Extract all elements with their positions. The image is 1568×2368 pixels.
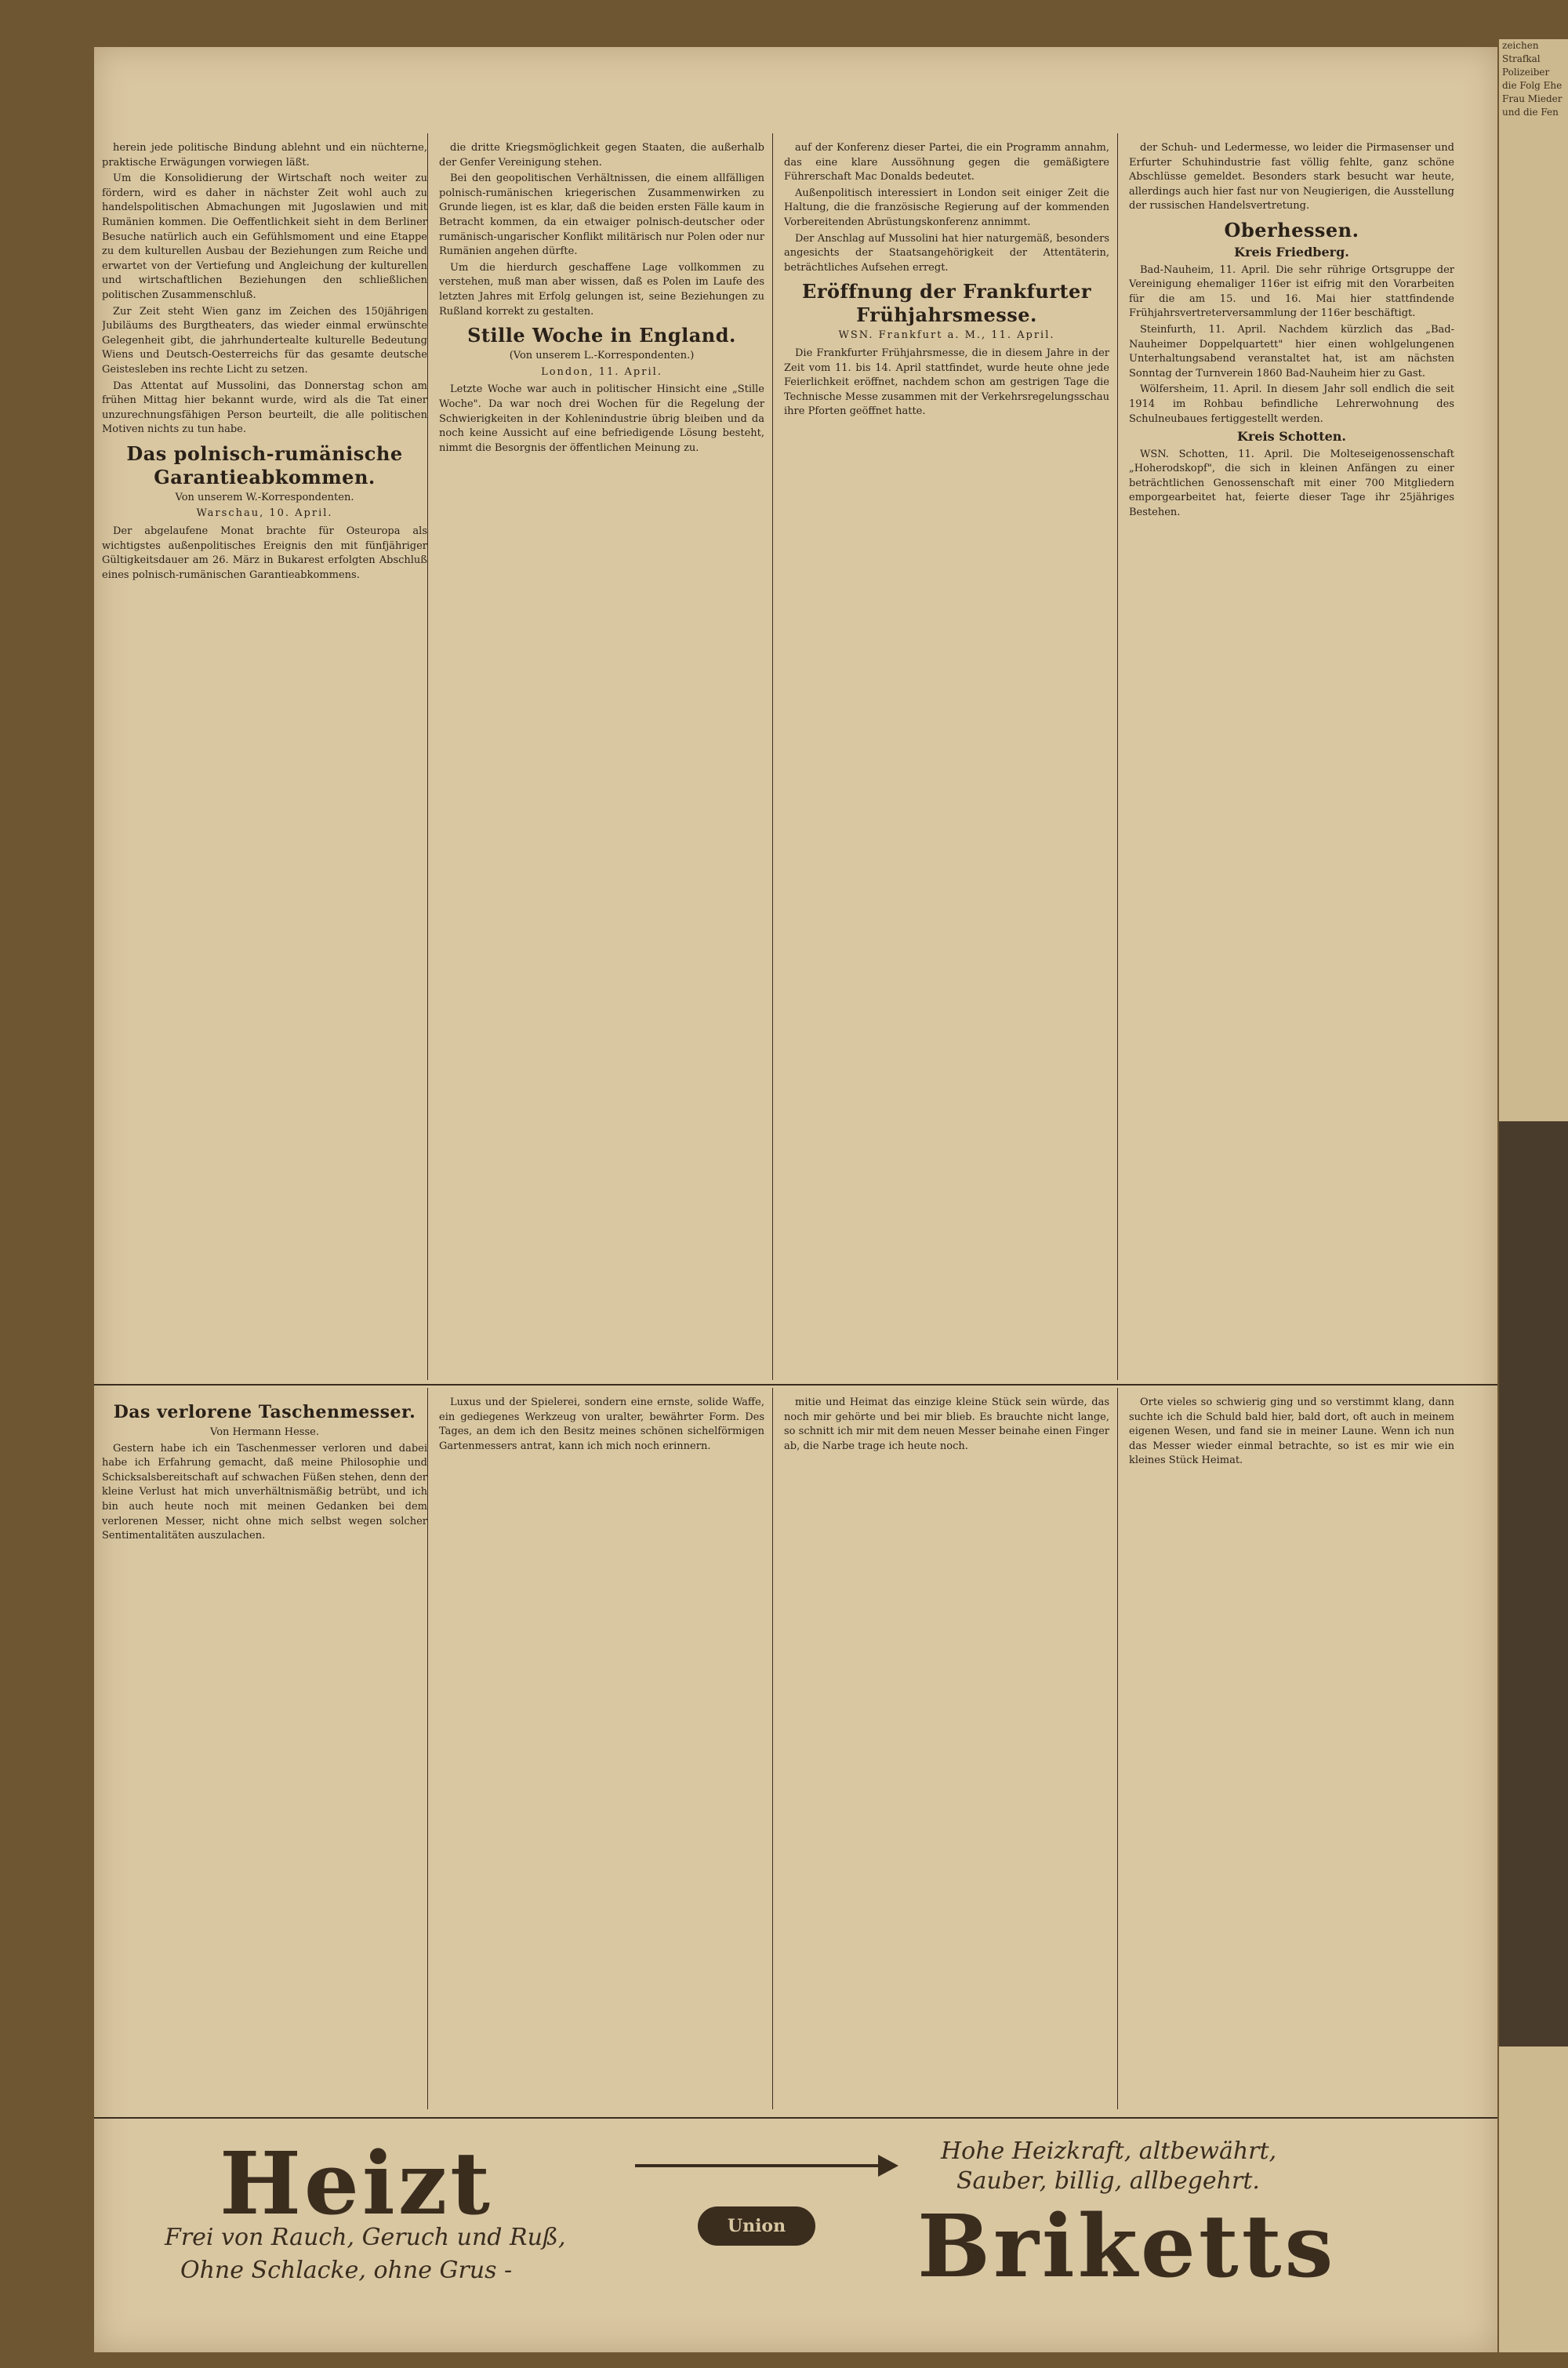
article-headline: Stille Woche in England. bbox=[467, 324, 736, 347]
article-paragraph: Der Anschlag auf Mussolini hat hier naturgemäß, besonders angesichts der Staatsangehörigkeit der Attentäterin, beträchtliches Aufsehen erregt. bbox=[784, 232, 1109, 274]
article-paragraph: Um die hierdurch geschaffene Lage vollkommen zu verstehen, muß man aber wissen, daß es Polen im Laufe des letzten Jahres mit Erfolg gelungen ist, seine Beziehungen zu Rußland korrekt zu gestalten. bbox=[439, 261, 764, 318]
feuilleton-paragraph: Orte vieles so schwierig ging und so verstimmt klang, dann suchte ich die Schuld bald hier, bald dort, oft auch in meinem eigenen Wesen, und fand sie in meiner Laune. Wenn ich nun das Messer wieder einmal betrachte, so ist es mir wie ein kleines Stück Heimat. bbox=[1129, 1396, 1454, 1467]
district-heading: Kreis Friedberg. bbox=[1234, 244, 1349, 260]
ad-word-briketts: Briketts bbox=[917, 2195, 1337, 2297]
column-rule bbox=[1117, 1388, 1118, 2109]
column-1 bbox=[102, 141, 427, 1380]
arrow-icon bbox=[635, 2164, 886, 2167]
article-paragraph: Wölfersheim, 11. April. In diesem Jahr soll endlich die seit 1914 im Rohbau befindliche Lehrerwohnung des Schulneubaues fertiggestellt werden. bbox=[1129, 383, 1454, 425]
article-paragraph: Bei den geopolitischen Verhältnissen, die einem allfälligen polnisch-rumänischen kriegerischen Zusammenwirken zu Grunde liegen, ist es klar, daß die beiden ersten Fälle kaum in Betracht kommen, da ein etwaiger polnisch-deutscher oder rumänisch-ungarischer Konflikt militärisch nur Polen oder nur Rumänien angehen dürfte. bbox=[439, 173, 764, 258]
article-paragraph: Das Attentat auf Mussolini, das Donnerstag schon am frühen Mittag hier bekannt wurde, wird als die Tat einer unzurechnungsfähigen Person beurteilt, die alle politischen Motiven nichts zu tun habe. bbox=[102, 380, 427, 436]
arrowhead-icon bbox=[878, 2155, 898, 2177]
column-rule bbox=[772, 1388, 773, 2109]
article-byline: Von unserem W.-Korrespondenten. bbox=[175, 491, 354, 503]
feuilleton-headline: Das verlorene Taschenmesser. bbox=[113, 1402, 416, 1422]
article-paragraph: Steinfurth, 11. April. Nachdem kürzlich das „Bad-Nauheimer Doppelquartett" hier einen wohlgelungenen Unterhaltungsabend veranstaltet hat, ist am nächsten Sonntag der Turnverein 1860 Bad-Nauheim hier zu Gast. bbox=[1129, 323, 1454, 380]
ad-slogan: Hohe Heizkraft, altbewährt, bbox=[941, 2137, 1277, 2165]
article-paragraph: Um die Konsolidierung der Wirtschaft noch weiter zu fördern, wird es daher in nächster Zeit wohl auch zu handelspolitischen Abmachungen mit Jugoslawien und mit Rumänien kommen. Die Oeffentlichkeit sieht in dem Berliner Besuche natürlich auch ein Gefühlsmoment und eine Etappe zu dem kulturellen Ausbau der Beziehungen zum Reiche und erwartet von der Vertiefung und Angleichung der kulturellen und wirtschaftlichen Beziehungen den schließlichen politischen Zusammenschluß. bbox=[102, 173, 427, 301]
feuilleton-paragraph: Gestern habe ich ein Taschenmesser verloren und dabei habe ich Erfahrung gemacht, daß meine Philosophie und Schicksalsbereitschaft auf schwachen Füßen stehen, denn der kleine Verlust hat mich unverhältnismäßig betrübt, und ich bin auch heute noch mit meinen Gedanken bei dem verlorenen Messer, nicht ohne mich selbst wegen solcher Sentimentalitäten auszulachen. bbox=[102, 1442, 427, 1542]
ad-claim: Ohne Schlacke, ohne Grus - bbox=[180, 2257, 513, 2284]
section-rule bbox=[94, 1384, 1497, 1386]
article-paragraph: Letzte Woche war auch in politischer Hinsicht eine „Stille Woche". Da war noch drei Wochen für die Regelung der Schwierigkeiten in der Kohlenindustrie übrig bleiben und da noch keine Aussicht auf eine befriedigende Lösung besteht, nimmt die Besorgnis der öffentlichen Meinung zu. bbox=[439, 383, 764, 454]
article-dateline: Warschau, 10. April. bbox=[196, 507, 333, 520]
column-rule bbox=[427, 1388, 428, 2109]
article-dateline: WSN. Frankfurt a. M., 11. April. bbox=[838, 329, 1055, 342]
article-paragraph: auf der Konferenz dieser Partei, die ein Programm annahm, das eine klare Aussöhnung gegen die gemäßigtere Führerschaft Mac Donalds bedeutet. bbox=[784, 142, 1109, 183]
feuilleton-paragraph: Luxus und der Spielerei, sondern eine ernste, solide Waffe, ein gediegenes Werkzeug von uralter, bewährter Form. Des Tages, an dem ich den Besitz meines schönen sichelförmigen Gartenmessers antrat, kann ich mich noch erinnern. bbox=[439, 1396, 764, 1452]
article-paragraph: WSN. Schotten, 11. April. Die Molteseigenossenschaft „Hoherodskopf", die sich in kleinen Anfängen zu einer beträchtlichen Genossenschaft mit einer 700 Mitgliedern emporgearbeitet hat, feierte dieser Tage ihr 25jähriges Bestehen. bbox=[1129, 448, 1454, 519]
ad-slogan: Sauber, billig, allbegehrt. bbox=[956, 2167, 1260, 2195]
article-paragraph: Der abgelaufene Monat brachte für Osteuropa als wichtigstes außenpolitisches Ereignis den mit fünfjähriger Gültigkeitsdauer am 26. März in Bukarest erfolgten Abschluß eines polnisch-rumänischen Garantieabkommens. bbox=[102, 525, 427, 581]
feuilleton-column-3 bbox=[784, 1396, 1109, 2101]
article-dateline: London, 11. April. bbox=[541, 365, 662, 378]
feuilleton-column-1 bbox=[102, 1396, 427, 2101]
article-byline: (Von unserem L.-Korrespondenten.) bbox=[509, 350, 695, 362]
article-paragraph: Zur Zeit steht Wien ganz im Zeichen des 150jährigen Jubiläums des Burgtheaters, das wieder einmal erwünschte Gelegenheit gibt, die jahrhundertealte kulturelle Bedeutung Wiens und Deutsch-Oesterreichs für das gesamte deutsche Geistesleben ins rechte Licht zu setzen. bbox=[102, 305, 427, 376]
feuilleton-author: Von Hermann Hesse. bbox=[210, 1426, 319, 1438]
article-paragraph: herein jede politische Bindung ablehnt und ein nüchterne, praktische Erwägungen vorwiegen läßt. bbox=[102, 142, 427, 169]
district-heading: Kreis Schotten. bbox=[1237, 429, 1346, 445]
article-paragraph: die dritte Kriegsmöglichkeit gegen Staaten, die außerhalb der Genfer Vereinigung stehen. bbox=[439, 142, 764, 169]
ad-claim: Frei von Rauch, Geruch und Ruß, bbox=[165, 2224, 566, 2251]
article-paragraph: Bad-Nauheim, 11. April. Die sehr rührige Ortsgruppe der Vereinigung ehemaliger 116er ist eifrig mit den Vorarbeiten für die am 15. und 16. Mai hier stattfindende Frühjahrsvertreterversammlung der 116er beschäftigt. bbox=[1129, 263, 1454, 320]
section-headline: Oberhessen. bbox=[1224, 218, 1359, 242]
adjacent-page-text: zeichen Strafkal Polizeiber die Folg Ehe Frau Mieder und die Fen bbox=[1502, 40, 1563, 118]
column-rule bbox=[427, 133, 428, 1380]
feuilleton-column-2 bbox=[439, 1396, 764, 2101]
column-4 bbox=[1129, 141, 1454, 1380]
article-paragraph: Außenpolitisch interessiert in London seit einiger Zeit die Haltung, die die französische Regierung auf der kommenden Vorbereitenden Abrüstungskonferenz annimmt. bbox=[784, 187, 1109, 228]
adjacent-page-strip bbox=[1499, 39, 1568, 2352]
ad-word-heizt: Heizt bbox=[220, 2133, 493, 2234]
article-headline: Eröffnung der Frankfurter Frühjahrsmesse. bbox=[802, 280, 1091, 327]
column-rule bbox=[772, 133, 773, 1380]
ad-rule bbox=[94, 2117, 1497, 2119]
newspaper-page bbox=[94, 47, 1497, 2352]
column-2 bbox=[439, 141, 764, 1380]
feuilleton-paragraph: mitie und Heimat das einzige kleine Stück sein würde, das noch mir gehörte und bei mir blieb. Es brauchte nicht lange, so schnitt ich mir mit dem neuen Messer beinahe einen Finger ab, die Narbe trage ich heute noch. bbox=[784, 1396, 1109, 1452]
union-brand-logo: Union bbox=[698, 2206, 815, 2246]
column-rule bbox=[1117, 133, 1118, 1380]
column-3 bbox=[784, 141, 1109, 1380]
briquette-advertisement bbox=[149, 2133, 1443, 2305]
article-paragraph: Die Frankfurter Frühjahrsmesse, die in diesem Jahre in der Zeit vom 11. bis 14. April stattfindet, wurde heute ohne jede Feierlichkeit eröffnet, nachdem schon am gestrigen Tage die Technische Messe zusammen mit der Verkehrsregelungsschau ihre Pforten geöffnet hatte. bbox=[784, 347, 1109, 418]
article-headline: Das polnisch-rumänische Garantieabkommen. bbox=[126, 441, 403, 488]
adjacent-page-shadow bbox=[1499, 1121, 1568, 2047]
feuilleton-column-4 bbox=[1129, 1396, 1454, 2101]
article-paragraph: der Schuh- und Ledermesse, wo leider die Pirmasenser und Erfurter Schuhindustrie fast völlig fehlte, ganz schöne Abschlüsse gemeldet. Besonders stark besucht war heute, allerdings auch hier fast nur von Neugierigen, die Ausstellung der russischen Handelsvertretung. bbox=[1129, 142, 1454, 212]
